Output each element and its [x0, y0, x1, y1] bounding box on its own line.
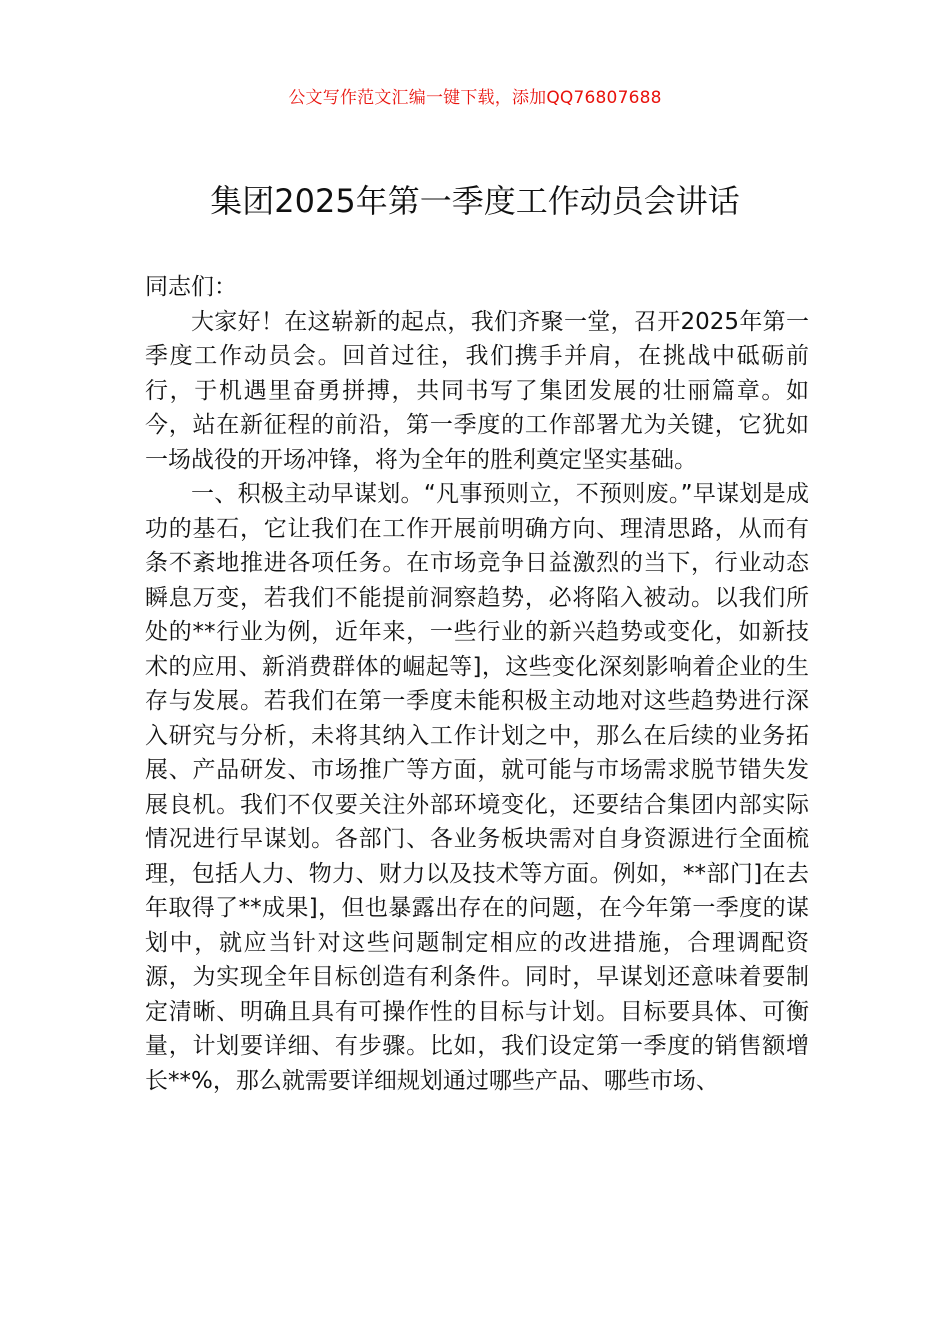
- paragraph-opening: 大家好！在这崭新的起点，我们齐聚一堂，召开2025年第一季度工作动员会。回首过往，我们携手并肩，在挑战中砥砺前行，于机遇里奋勇拼搏，共同书写了集团发展的壮丽篇章。如今，站在新征程的前沿，第一季度的工作部署尤为关键，它犹如一场战役的开场冲锋，将为全年的胜利奠定坚实基础。: [145, 308, 809, 473]
- salutation: 同志们：: [145, 274, 237, 300]
- download-notice: 公文写作范文汇编一键下载，添加QQ76807688: [288, 88, 662, 108]
- document-body: [145, 270, 809, 1098]
- paragraph-section-one: 一、积极主动早谋划。“凡事预则立，不预则废。”早谋划是成功的基石，它让我们在工作开展前明确方向、理清思路，从而有条不紊地推进各项任务。在市场竞争日益激烈的当下，行业动态瞬息万变，若我们不能提前洞察趋势，必将陷入被动。以我们所处的**行业为例，近年来，一些行业的新兴趋势或变化，如新技术的应用、新消费群体的崛起等]，这些变化深刻影响着企业的生存与发展。若我们在第一季度未能积极主动地对这些趋势进行深入研究与分析，未将其纳入工作计划之中，那么在后续的业务拓展、产品研发、市场推广等方面，就可能与市场需求脱节错失发展良机。我们不仅要关注外部环境变化，还要结合集团内部实际情况进行早谋划。各部门、各业务板块需对自身资源进行全面梳理，包括人力、物力、财力以及技术等方面。例如，**部门]在去年取得了**成果]，但也暴露出存在的问题，在今年第一季度的谋划中，就应当针对这些问题制定相应的改进措施，合理调配资源，为实现全年目标创造有利条件。同时，早谋划还意味着要制定清晰、明确且具有可操作性的目标与计划。目标要具体、可衡量，计划要详细、有步骤。比如，我们设定第一季度的销售额增长**%，那么就需要详细规划通过哪些产品、哪些市场、: [145, 481, 809, 1094]
- document-title: 集团2025年第一季度工作动员会讲话: [210, 182, 740, 220]
